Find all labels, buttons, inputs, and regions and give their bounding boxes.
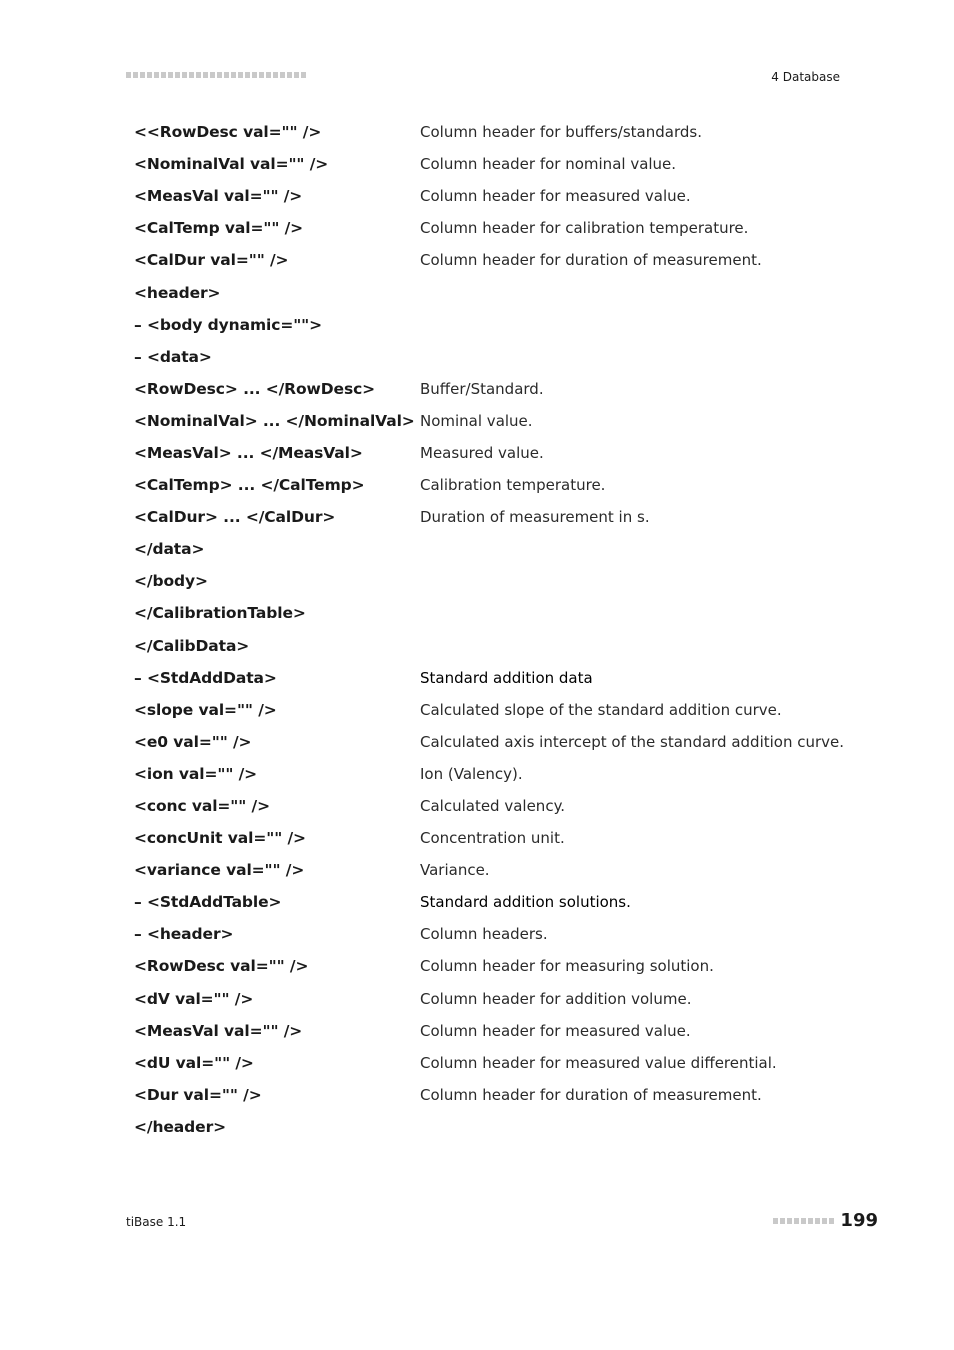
- xml-tag: <RowDesc val="" />: [134, 957, 309, 976]
- xml-tag: <MeasVal> ... </MeasVal>: [134, 443, 363, 462]
- table-row: [134, 886, 844, 918]
- dot: [196, 72, 201, 78]
- dot: [801, 1218, 806, 1224]
- table-row: [134, 565, 844, 597]
- xml-tag: </CalibrationTable>: [134, 604, 306, 623]
- dot: [161, 72, 166, 78]
- xml-tag: – <header>: [134, 925, 234, 944]
- dot: [287, 72, 292, 78]
- table-row: [134, 212, 844, 244]
- dot: [829, 1218, 834, 1224]
- table-row: [134, 662, 844, 694]
- dot: [224, 72, 229, 78]
- dot: [280, 72, 285, 78]
- table-row: [134, 244, 844, 276]
- dot: [182, 72, 187, 78]
- xml-tag: <e0 val="" />: [134, 732, 252, 751]
- table-row: [134, 405, 844, 437]
- xml-tag: <<RowDesc val="" />: [134, 123, 322, 142]
- dot: [154, 72, 159, 78]
- dot: [175, 72, 180, 78]
- table-row: [134, 630, 844, 662]
- dot: [126, 72, 131, 78]
- table-row: [134, 437, 844, 469]
- xml-tag: </data>: [134, 540, 205, 559]
- tag-description: Column header for measured value differential.: [420, 1053, 777, 1072]
- xml-tag: <header>: [134, 283, 221, 302]
- table-row: [134, 950, 844, 982]
- tag-description: Calculated axis intercept of the standard addition curve.: [420, 732, 845, 751]
- table-row: [134, 309, 844, 341]
- dot: [210, 72, 215, 78]
- footer-product-name: tiBase 1.1: [126, 1215, 187, 1229]
- dot: [259, 72, 264, 78]
- table-row: [134, 854, 844, 886]
- xml-tag: <conc val="" />: [134, 797, 271, 816]
- xml-tag: <MeasVal val="" />: [134, 187, 303, 206]
- dot: [252, 72, 257, 78]
- tag-description: Column header for duration of measurement.: [420, 1085, 762, 1104]
- table-row: [134, 533, 844, 565]
- xml-element-table: [134, 116, 844, 1143]
- dot: [794, 1218, 799, 1224]
- table-row: [134, 822, 844, 854]
- tag-description: Column header for measured value.: [420, 1021, 691, 1040]
- table-row: [134, 116, 844, 148]
- table-row: [134, 1111, 844, 1143]
- tag-description: Ion (Valency).: [420, 764, 523, 783]
- tag-description: Calibration temperature.: [420, 476, 606, 495]
- table-row: [134, 758, 844, 790]
- xml-tag: <Dur val="" />: [134, 1085, 262, 1104]
- table-row: [134, 597, 844, 629]
- footer-decorative-dots: [773, 1218, 834, 1224]
- tag-description: Duration of measurement in s.: [420, 508, 650, 527]
- table-row: [134, 180, 844, 212]
- tag-description: Standard addition data: [420, 668, 593, 687]
- xml-tag: – <StdAddTable>: [134, 893, 282, 912]
- tag-description: Column header for nominal value.: [420, 155, 677, 174]
- xml-tag: – <StdAddData>: [134, 668, 277, 687]
- table-row: [134, 469, 844, 501]
- footer-page-info: [773, 1210, 878, 1231]
- table-row: [134, 373, 844, 405]
- xml-tag: </body>: [134, 572, 208, 591]
- dot: [301, 72, 306, 78]
- table-row: [134, 501, 844, 533]
- table-row: [134, 790, 844, 822]
- dot: [787, 1218, 792, 1224]
- xml-tag: <ion val="" />: [134, 764, 258, 783]
- dot: [273, 72, 278, 78]
- xml-tag: </CalibData>: [134, 636, 250, 655]
- xml-tag: <CalDur val="" />: [134, 251, 289, 270]
- header-section-title: 4 Database: [771, 70, 840, 84]
- xml-tag: <RowDesc> ... </RowDesc>: [134, 379, 376, 398]
- xml-tag: <concUnit val="" />: [134, 829, 306, 848]
- xml-tag: – <body dynamic="">: [134, 315, 323, 334]
- table-row: [134, 726, 844, 758]
- dot: [231, 72, 236, 78]
- table-row: [134, 1047, 844, 1079]
- xml-tag: <dV val="" />: [134, 989, 254, 1008]
- dot: [203, 72, 208, 78]
- dot: [773, 1218, 778, 1224]
- tag-description: Column header for calibration temperature.: [420, 219, 749, 238]
- header-decorative-dots: [126, 72, 306, 80]
- table-row: [134, 918, 844, 950]
- dot: [815, 1218, 820, 1224]
- dot: [808, 1218, 813, 1224]
- xml-tag: <variance val="" />: [134, 861, 305, 880]
- tag-description: Column headers.: [420, 925, 548, 944]
- table-row: [134, 1079, 844, 1111]
- dot: [168, 72, 173, 78]
- dot: [266, 72, 271, 78]
- xml-tag: <slope val="" />: [134, 700, 277, 719]
- page-number: 199: [840, 1210, 878, 1231]
- tag-description: Column header for duration of measurement.: [420, 251, 762, 270]
- dot: [238, 72, 243, 78]
- xml-tag: <CalDur> ... </CalDur>: [134, 508, 336, 527]
- tag-description: Calculated slope of the standard addition curve.: [420, 700, 782, 719]
- tag-description: Concentration unit.: [420, 829, 565, 848]
- dot: [140, 72, 145, 78]
- xml-tag: <dU val="" />: [134, 1053, 254, 1072]
- xml-tag: <NominalVal> ... </NominalVal>: [134, 411, 415, 430]
- xml-tag: – <data>: [134, 347, 212, 366]
- tag-description: Column header for measured value.: [420, 187, 691, 206]
- tag-description: Variance.: [420, 861, 490, 880]
- dot: [189, 72, 194, 78]
- table-row: [134, 148, 844, 180]
- dot: [294, 72, 299, 78]
- dot: [822, 1218, 827, 1224]
- table-row: [134, 694, 844, 726]
- dot: [133, 72, 138, 78]
- xml-tag: <NominalVal val="" />: [134, 155, 329, 174]
- tag-description: Standard addition solutions.: [420, 893, 631, 912]
- xml-tag: <CalTemp val="" />: [134, 219, 304, 238]
- xml-tag: <CalTemp> ... </CalTemp>: [134, 476, 365, 495]
- tag-description: Column header for buffers/standards.: [420, 123, 702, 142]
- dot: [147, 72, 152, 78]
- xml-tag: </header>: [134, 1117, 226, 1136]
- tag-description: Column header for measuring solution.: [420, 957, 714, 976]
- table-row: [134, 276, 844, 308]
- table-row: [134, 341, 844, 373]
- tag-description: Nominal value.: [420, 411, 533, 430]
- tag-description: Measured value.: [420, 443, 544, 462]
- dot: [245, 72, 250, 78]
- tag-description: Buffer/Standard.: [420, 379, 544, 398]
- dot: [780, 1218, 785, 1224]
- dot: [217, 72, 222, 78]
- table-row: [134, 983, 844, 1015]
- xml-tag: <MeasVal val="" />: [134, 1021, 303, 1040]
- table-row: [134, 1015, 844, 1047]
- tag-description: Calculated valency.: [420, 797, 566, 816]
- tag-description: Column header for addition volume.: [420, 989, 692, 1008]
